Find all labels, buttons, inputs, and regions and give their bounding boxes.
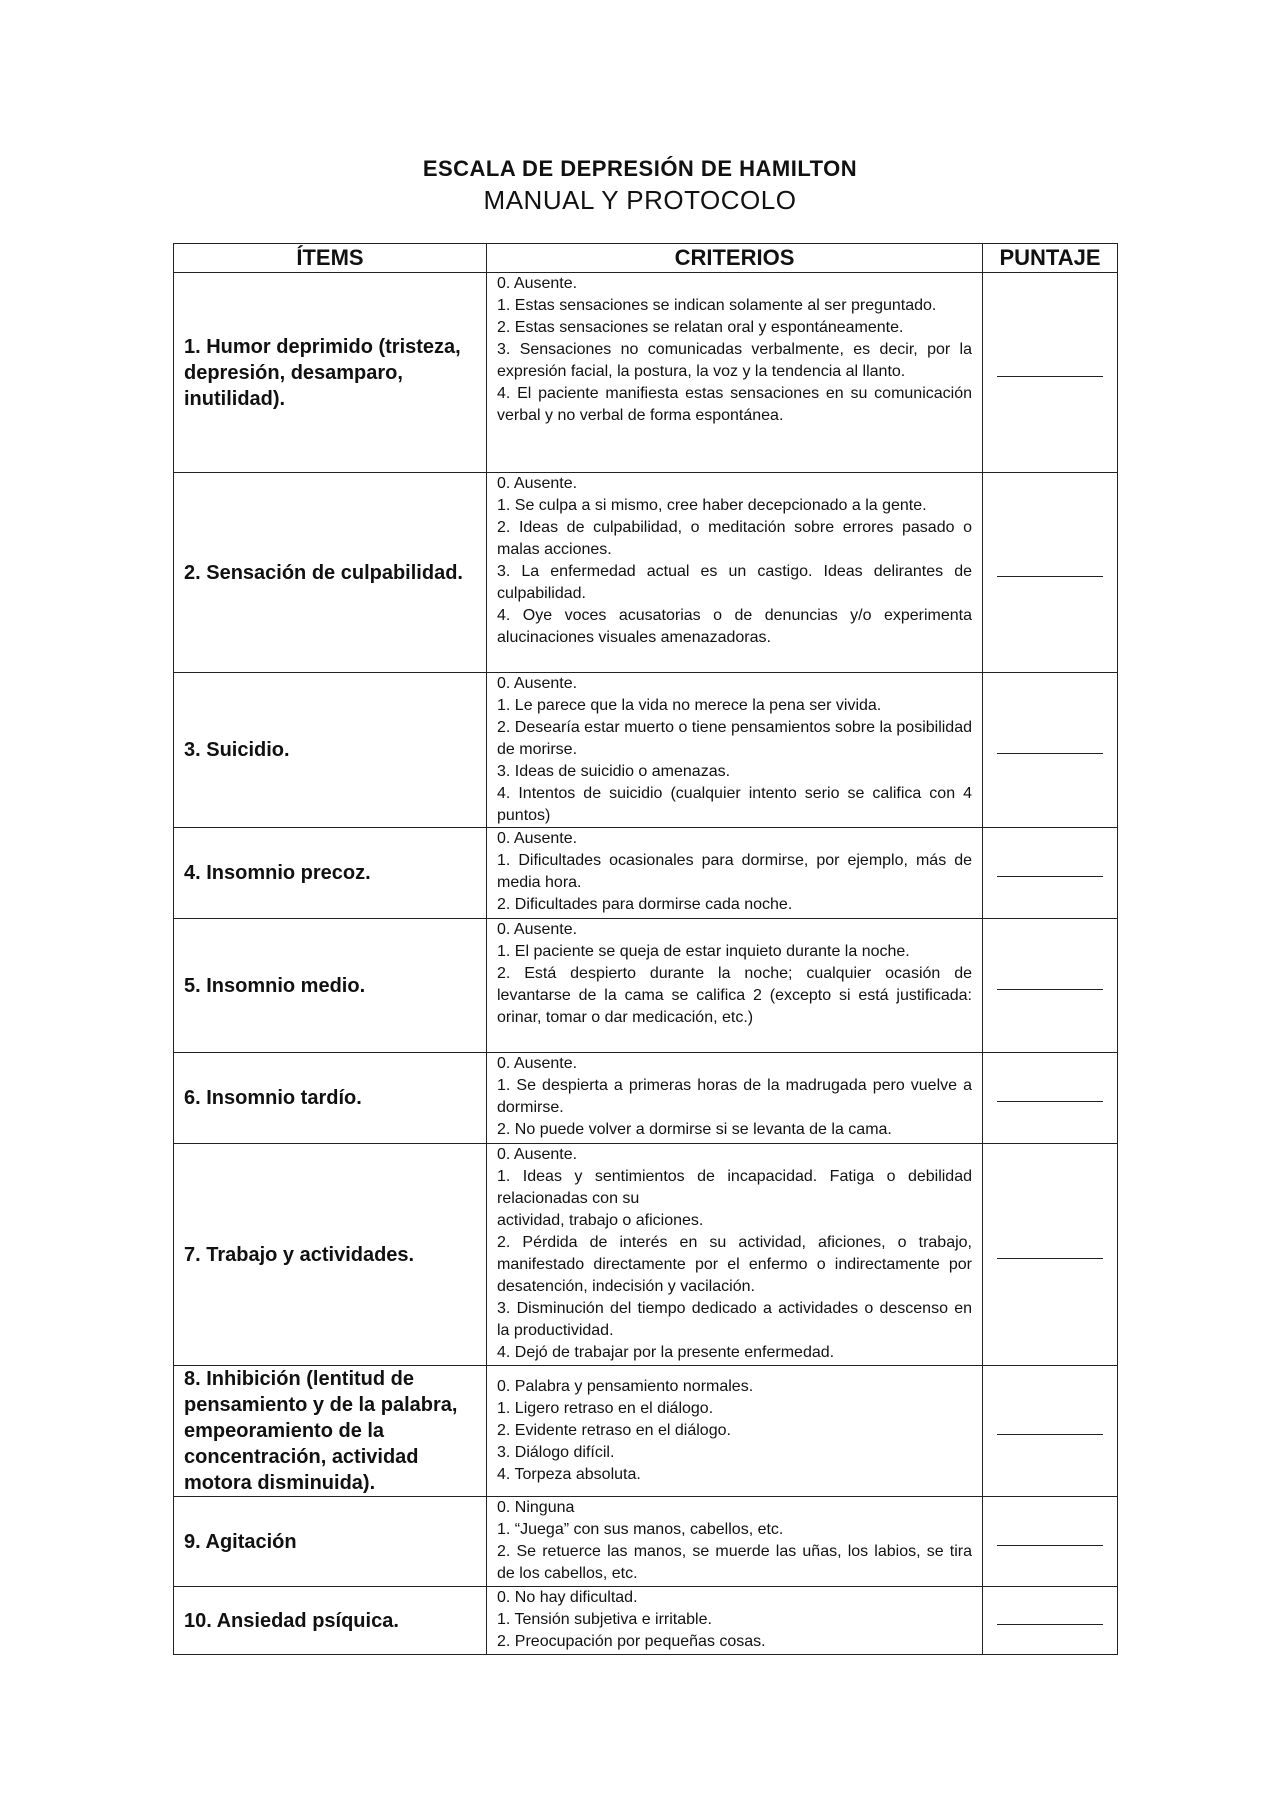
criterion-option: 1. “Juega” con sus manos, cabellos, etc. xyxy=(497,1521,784,1538)
score-blank-line[interactable] xyxy=(997,874,1103,877)
score-cell xyxy=(983,673,1118,828)
criterion-option: 0. Palabra y pensamiento normales. xyxy=(497,1378,754,1395)
criteria-cell xyxy=(487,273,983,473)
item-name: 1. Humor deprimido (tristeza, depresión, desamparo, inutilidad). xyxy=(174,273,487,473)
criteria-cell xyxy=(487,473,983,673)
item-name: 3. Suicidio. xyxy=(174,673,487,828)
table-header-row xyxy=(174,244,1118,273)
criterion-option: 1. Dificultades ocasionales para dormirse, por ejemplo, más de media hora. xyxy=(497,852,972,891)
item-name: 2. Sensación de culpabilidad. xyxy=(174,473,487,673)
table-row xyxy=(174,273,1118,473)
score-blank-line[interactable] xyxy=(997,374,1103,377)
score-cell xyxy=(983,473,1118,673)
score-cell xyxy=(983,919,1118,1053)
criterion-option: 0. No hay dificultad. xyxy=(497,1589,638,1606)
criterion-option: 0. Ausente. xyxy=(497,921,578,938)
criterion-option: 2. Se retuerce las manos, se muerde las uñas, los labios, se tira de los cabellos, etc. xyxy=(497,1543,972,1582)
criterion-option: 2. Pérdida de interés en su actividad, aficiones, o trabajo, manifestado directamente por el enfermo o indirectamente por desatención, indecisión y vacilación. xyxy=(497,1234,972,1295)
score-blank-line[interactable] xyxy=(997,751,1103,754)
table-body xyxy=(174,273,1118,1655)
table-row xyxy=(174,919,1118,1053)
criteria-cell xyxy=(487,919,983,1053)
score-cell xyxy=(983,828,1118,919)
criterion-option: 1. Se culpa a si mismo, cree haber decepcionado a la gente. xyxy=(497,497,927,514)
table-row xyxy=(174,473,1118,673)
table-row xyxy=(174,1497,1118,1587)
table-row xyxy=(174,828,1118,919)
criterion-option: 2. Desearía estar muerto o tiene pensamientos sobre la posibilidad de morirse. xyxy=(497,719,972,758)
criteria-cell xyxy=(487,1497,983,1587)
hamilton-scale-table xyxy=(173,243,1118,1655)
criterion-option: 2. No puede volver a dormirse si se levanta de la cama. xyxy=(497,1121,892,1138)
criterion-option: 1. El paciente se queja de estar inquieto durante la noche. xyxy=(497,943,910,960)
criterion-option: 2. Estas sensaciones se relatan oral y espontáneamente. xyxy=(497,319,904,336)
score-cell xyxy=(983,1587,1118,1655)
document-subtitle: MANUAL Y PROTOCOLO xyxy=(483,185,797,215)
criterion-option: 3. Diálogo difícil. xyxy=(497,1444,615,1461)
criterion-option: 0. Ausente. xyxy=(497,675,578,692)
score-blank-line[interactable] xyxy=(997,1099,1103,1102)
criterion-option: 2. Ideas de culpabilidad, o meditación sobre errores pasado o malas acciones. xyxy=(497,519,972,558)
criterion-option: 2. Dificultades para dormirse cada noche. xyxy=(497,896,793,913)
score-cell xyxy=(983,1053,1118,1144)
criterion-option: 4. El paciente manifiesta estas sensaciones en su comunicación verbal y no verbal de forma espontánea. xyxy=(497,385,972,424)
item-name: 10. Ansiedad psíquica. xyxy=(174,1587,487,1655)
criterion-option: 1. Ideas y sentimientos de incapacidad. Fatiga o debilidad relacionadas con su xyxy=(497,1168,972,1207)
criterion-option: 2. Evidente retraso en el diálogo. xyxy=(497,1422,731,1439)
criterion-option: 4. Dejó de trabajar por la presente enfermedad. xyxy=(497,1344,835,1361)
criterion-option: actividad, trabajo o aficiones. xyxy=(497,1212,704,1229)
criterion-option: 0. Ausente. xyxy=(497,1146,578,1163)
item-name: 5. Insomnio medio. xyxy=(174,919,487,1053)
criterion-option: 3. La enfermedad actual es un castigo. Ideas delirantes de culpabilidad. xyxy=(497,563,972,602)
criteria-cell xyxy=(487,1587,983,1655)
score-cell xyxy=(983,273,1118,473)
criterion-option: 1. Le parece que la vida no merece la pena ser vivida. xyxy=(497,697,882,714)
document-title: ESCALA DE DEPRESIÓN DE HAMILTON xyxy=(422,156,858,181)
item-name: 7. Trabajo y actividades. xyxy=(174,1144,487,1366)
score-blank-line[interactable] xyxy=(997,1622,1103,1625)
table-row xyxy=(174,1587,1118,1655)
criteria-cell xyxy=(487,673,983,828)
score-blank-line[interactable] xyxy=(997,1432,1103,1435)
item-name: 9. Agitación xyxy=(174,1497,487,1587)
criterion-option: 1. Se despierta a primeras horas de la madrugada pero vuelve a dormirse. xyxy=(497,1077,972,1116)
criterion-option: 4. Oye voces acusatorias o de denuncias y/o experimenta alucinaciones visuales amenazadoras. xyxy=(497,607,972,646)
score-blank-line[interactable] xyxy=(997,987,1103,990)
criterion-option: 1. Estas sensaciones se indican solamente al ser preguntado. xyxy=(497,297,937,314)
criteria-cell xyxy=(487,1144,983,1366)
column-header-criteria: CRITERIOS xyxy=(487,244,983,273)
score-blank-line[interactable] xyxy=(997,1543,1103,1546)
score-cell xyxy=(983,1144,1118,1366)
criterion-option: 3. Ideas de suicidio o amenazas. xyxy=(497,763,731,780)
criterion-option: 3. Disminución del tiempo dedicado a actividades o descenso en la productividad. xyxy=(497,1300,972,1339)
item-name: 6. Insomnio tardío. xyxy=(174,1053,487,1144)
score-blank-line[interactable] xyxy=(997,1256,1103,1259)
criterion-option: 0. Ausente. xyxy=(497,1055,578,1072)
item-name: 4. Insomnio precoz. xyxy=(174,828,487,919)
score-cell xyxy=(983,1497,1118,1587)
criteria-cell xyxy=(487,1053,983,1144)
table-row xyxy=(174,1366,1118,1497)
criterion-option: 2. Preocupación por pequeñas cosas. xyxy=(497,1633,766,1650)
criterion-option: 4. Torpeza absoluta. xyxy=(497,1466,641,1483)
score-cell xyxy=(983,1366,1118,1497)
criteria-cell xyxy=(487,1366,983,1497)
table-row xyxy=(174,673,1118,828)
column-header-score: PUNTAJE xyxy=(983,244,1118,273)
criterion-option: 1. Ligero retraso en el diálogo. xyxy=(497,1400,714,1417)
criterion-option: 4. Intentos de suicidio (cualquier intento serio se califica con 4 puntos) xyxy=(497,785,972,824)
score-blank-line[interactable] xyxy=(997,574,1103,577)
column-header-items: ÍTEMS xyxy=(174,244,487,273)
criterion-option: 0. Ninguna xyxy=(497,1499,575,1516)
criterion-option: 0. Ausente. xyxy=(497,830,578,847)
criteria-cell xyxy=(487,828,983,919)
criterion-option: 0. Ausente. xyxy=(497,275,578,292)
criterion-option: 2. Está despierto durante la noche; cualquier ocasión de levantarse de la cama se califica 2 (excepto si está justificada: orinar, tomar o dar medicación, etc.) xyxy=(497,965,972,1026)
table-row xyxy=(174,1144,1118,1366)
criterion-option: 0. Ausente. xyxy=(497,475,578,492)
criterion-option: 1. Tensión subjetiva e irritable. xyxy=(497,1611,712,1628)
criterion-option: 3. Sensaciones no comunicadas verbalmente, es decir, por la expresión facial, la postura, la voz y la tendencia al llanto. xyxy=(497,341,972,380)
table-row xyxy=(174,1053,1118,1144)
item-name: 8. Inhibición (lentitud de pensamiento y de la palabra, empeoramiento de la concentración, actividad motora disminuida). xyxy=(174,1366,487,1497)
